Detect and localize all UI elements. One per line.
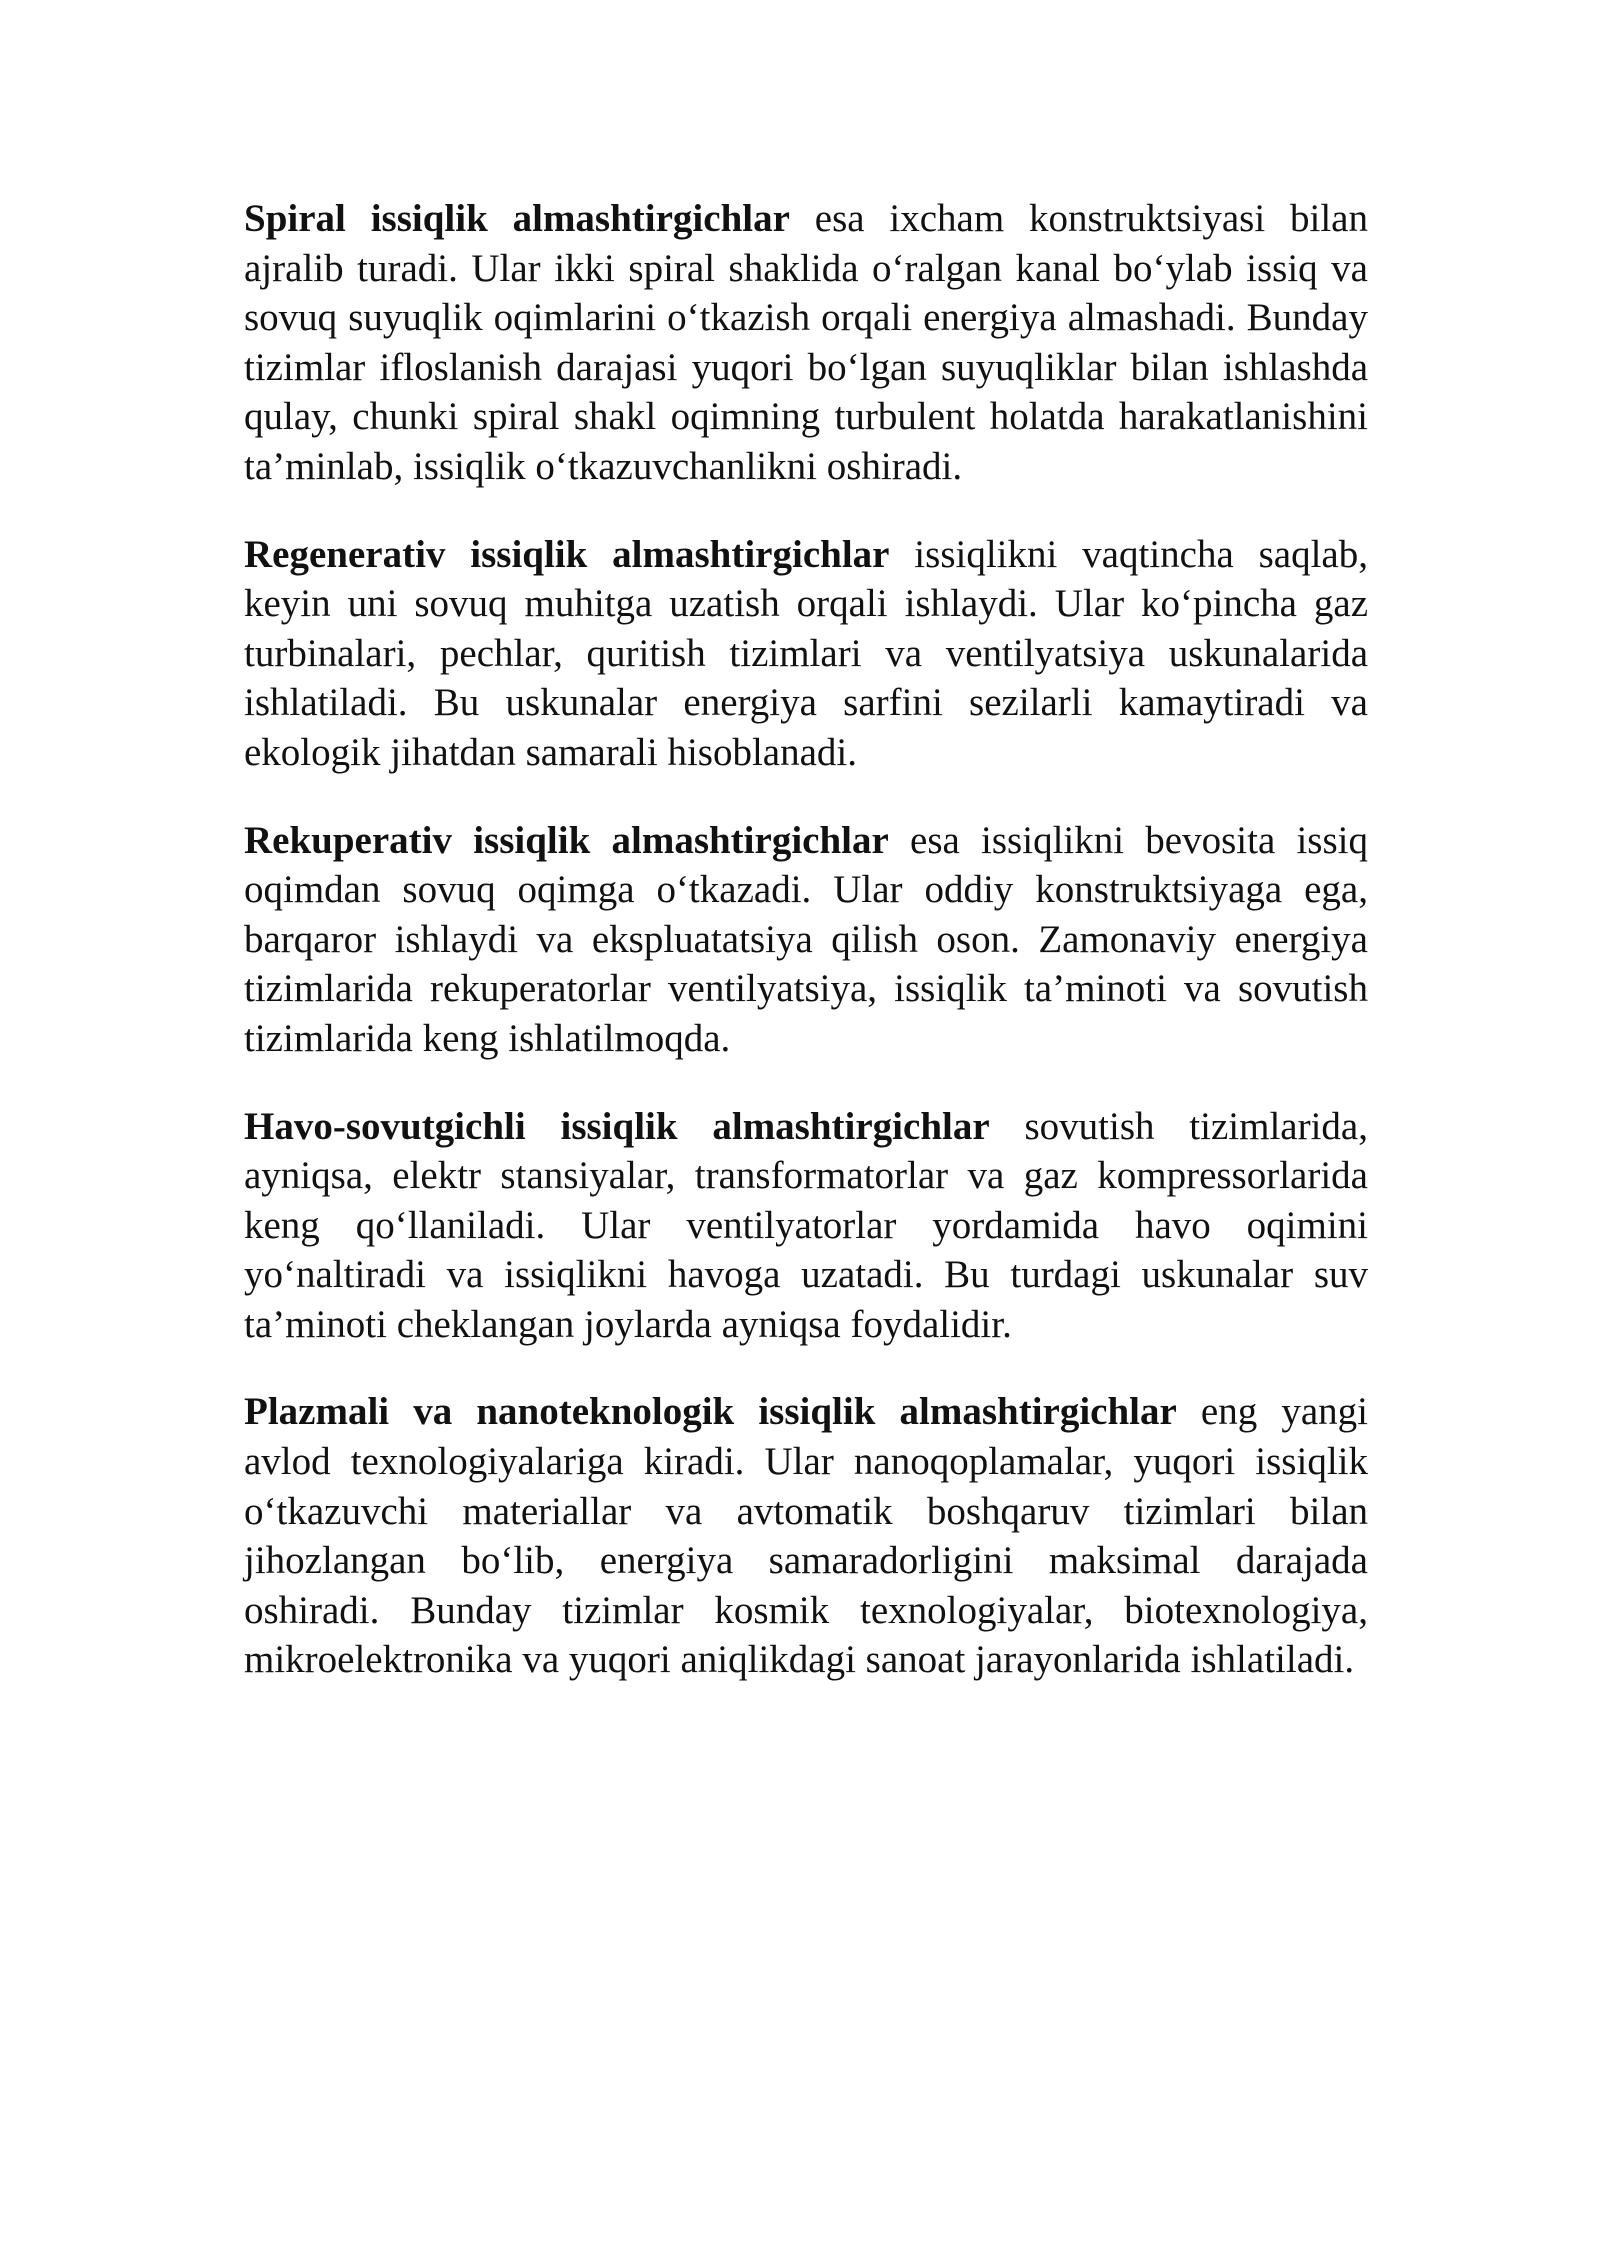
document-body: [244, 194, 1368, 1723]
paragraph-text: sovutish tizimlarida, ayniqsa, elektr stansiyalar, transformatorlar va gaz kompressorlarida keng qo‘llaniladi. Ular ventilyatorlar yordamida havo oqimini yo‘naltiradi va issiqlikni havoga uzatadi. Bu turdagi uskunalar suv ta’minoti cheklangan joylarda ayniqsa foydalidir.: [244, 1104, 1368, 1346]
paragraph-term: Rekuperativ issiqlik almashtirgichlar: [244, 818, 889, 862]
paragraph-term: Plazmali va nanoteknologik issiqlik almashtirgichlar: [244, 1390, 1177, 1434]
paragraph-regenerativ: [244, 530, 1368, 778]
paragraph-text: eng yangi avlod texnologiyalariga kiradi. Ular nanoqoplamalar, yuqori issiqlik o‘tkazuvchi materiallar va avtomatik boshqaruv tizimlari bilan jihozlangan bo‘lib, energiya samaradorligini maksimal darajada oshiradi. Bunday tizimlar kosmik texnologiyalar, biotexnologiya, mikroelektronika va yuqori aniqlikdagi sanoat jarayonlarida ishlatiladi.: [244, 1390, 1368, 1682]
paragraph-spiral: [244, 194, 1368, 492]
paragraph-rekuperativ: [244, 816, 1368, 1064]
paragraph-term: Spiral issiqlik almashtirgichlar: [244, 197, 790, 240]
paragraph-text: issiqlikni vaqtincha saqlab, keyin uni sovuq muhitga uzatish orqali ishlaydi. Ular ko‘pincha gaz turbinalari, pechlar, quritish tizimlari va ventilyatsiya uskunalarida ishlatiladi. Bu uskunalar energiya sarfini sezilarli kamaytiradi va ekologik jihatdan samarali hisoblanadi.: [244, 532, 1368, 774]
paragraph-text: esa ixcham konstruktsiyasi bilan ajralib turadi. Ular ikki spiral shaklida o‘ralgan kanal bo‘ylab issiq va sovuq suyuqlik oqimlarini o‘tkazish orqali energiya almashadi. Bunday tizimlar ifloslanish darajasi yuqori bo‘lgan suyuqliklar bilan ishlashda qulay, chunki spiral shakl oqimning turbulent holatda harakatlanishini ta’minlab, issiqlik o‘tkazuvchanlikni oshiradi.: [244, 197, 1368, 488]
paragraph-term: Havo-sovutgichli issiqlik almashtirgichlar: [244, 1104, 990, 1148]
paragraph-term: Regenerativ issiqlik almashtirgichlar: [244, 532, 890, 576]
paragraph-havo-sovutgichli: [244, 1102, 1368, 1350]
paragraph-text: esa issiqlikni bevosita issiq oqimdan sovuq oqimga o‘tkazadi. Ular oddiy konstruktsiyaga ega, barqaror ishlaydi va ekspluatatsiya qilish oson. Zamonaviy energiya tizimlarida rekuperatorlar ventilyatsiya, issiqlik ta’minoti va sovutish tizimlarida keng ishlatilmoqda.: [244, 818, 1368, 1060]
paragraph-plazmali: [244, 1387, 1368, 1685]
